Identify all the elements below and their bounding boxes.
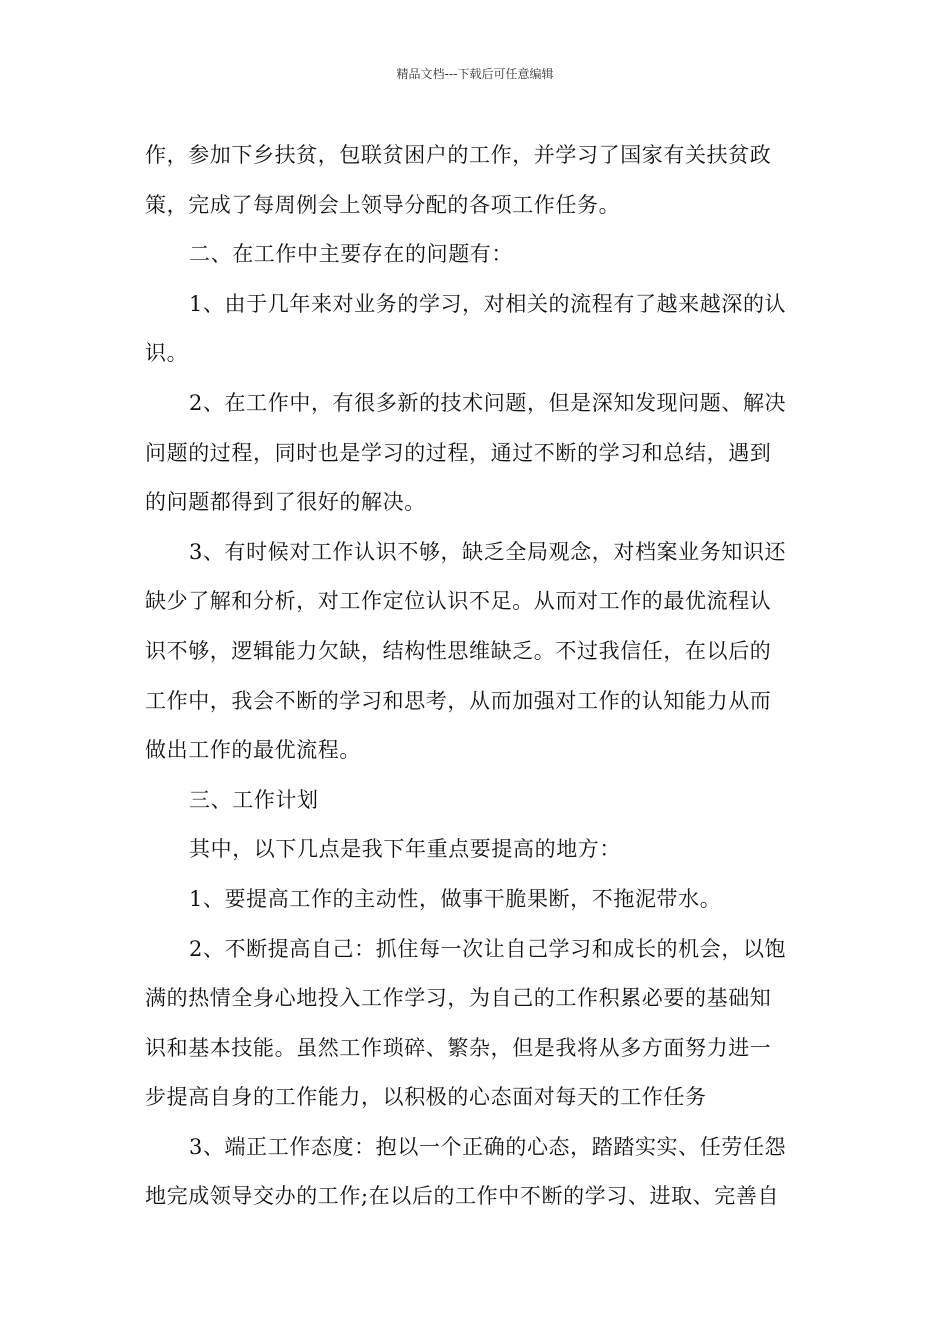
text-line: 识不够，逻辑能力欠缺，结构性思维缺乏。不过我信任，在以后的 xyxy=(145,638,772,663)
text-line: 三、工作计划 xyxy=(189,787,319,812)
text-line: 二、在工作中主要存在的问题有： xyxy=(189,242,513,267)
text-line: 问题的过程，同时也是学习的过程，通过不断的学习和总结，遇到 xyxy=(145,440,772,465)
text-line: 的问题都得到了很好的解决。 xyxy=(145,490,426,515)
text-line: 满的热情全身心地投入工作学习，为自己的工作积累必要的基础知 xyxy=(145,986,772,1011)
text-line: 步提高自身的工作能力，以积极的心态面对每天的工作任务 xyxy=(145,1085,707,1110)
text-line: 工作中，我会不断的学习和思考，从而加强对工作的认知能力从而 xyxy=(145,688,772,713)
text-line: 策，完成了每周例会上领导分配的各项工作任务。 xyxy=(145,192,621,217)
text-line: 识和基本技能。虽然工作琐碎、繁杂，但是我将从多方面努力进一 xyxy=(145,1035,772,1060)
text-line: 作，参加下乡扶贫，包联贫困户的工作，并学习了国家有关扶贫政 xyxy=(145,143,772,167)
text-line: 1、要提高工作的主动性，做事干脆果断，不拖泥带水。 xyxy=(189,886,722,911)
text-line: 3、有时候对工作认识不够，缺乏全局观念，对档案业务知识还 xyxy=(189,539,787,564)
text-line: 2、不断提高自己：抓住每一次让自己学习和成长的机会，以饱 xyxy=(189,936,787,961)
text-line: 3、端正工作态度：抱以一个正确的心态，踏踏实实、任劳任怨 xyxy=(189,1134,787,1159)
text-line: 做出工作的最优流程。 xyxy=(145,738,361,763)
text-line: 缺少了解和分析，对工作定位认识不足。从而对工作的最优流程认 xyxy=(145,589,772,614)
text-line: 2、在工作中，有很多新的技术问题，但是深知发现问题、解决 xyxy=(189,390,787,415)
text-line: 地完成领导交办的工作;在以后的工作中不断的学习、进取、完善自 xyxy=(145,1184,780,1209)
text-line: 识。 xyxy=(145,341,189,366)
page-header: 精品文档---下载后可任意编辑 xyxy=(396,67,554,81)
text-line: 1、由于几年来对业务的学习，对相关的流程有了越来越深的认 xyxy=(189,291,787,316)
text-line: 其中，以下几点是我下年重点要提高的地方： xyxy=(189,837,621,862)
document-body xyxy=(145,131,809,1222)
